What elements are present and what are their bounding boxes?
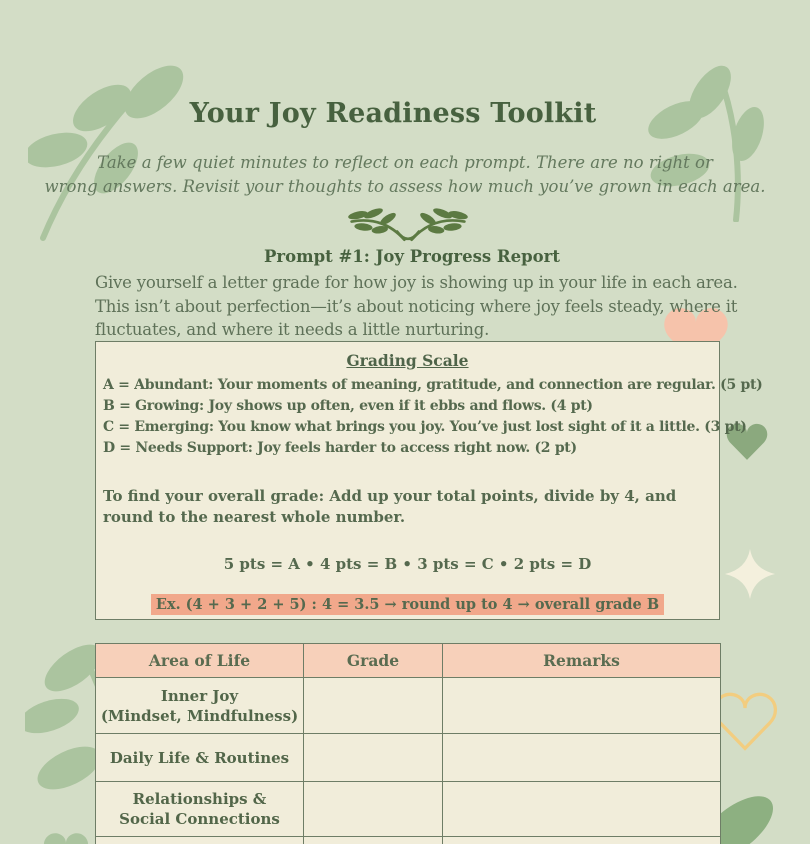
area-cell-inner-joy [96,678,304,734]
grading-scale-line-c: C = Emerging: You know what brings you joy. You’ve just lost sight of it a little. (3 pt) [103,419,747,435]
grading-scale-line-d: D = Needs Support: Joy feels harder to access right now. (2 pt) [103,440,577,456]
header-area-of-life: Area of Life [96,644,304,678]
table-row [96,734,721,782]
remarks-cell[interactable] [443,837,721,844]
table-header-row [96,644,721,678]
area-line-1: Inner Joy [160,686,239,705]
table-row [96,837,721,844]
remarks-cell[interactable] [443,734,721,782]
area-line-1: Daily Life & Routines [109,748,290,767]
area-line-1: Relationships & [132,790,267,808]
grading-scale-line-b: B = Growing: Joy shows up often, even if it ebbs and flows. (4 pt) [103,398,593,414]
table-row [96,678,721,734]
area-cell-daily-life [96,734,304,782]
grade-cell[interactable] [304,782,443,837]
area-cell-relationships [96,782,304,837]
prompt-body-line-1: Give yourself a letter grade for how joy is showing up in your life in each area. [95,273,738,292]
subtitle-line-1: Take a few quiet minutes to reflect on each prompt. There are no right or [97,153,713,172]
prompt-body-line-3: fluctuates, and where it needs a little nurturing. [95,320,490,339]
remarks-cell[interactable] [443,678,721,734]
prompt-heading: Prompt #1: Joy Progress Report [264,247,560,266]
area-cell-partial [96,837,304,844]
grading-instructions: To find your overall grade: Add up your total points, divide by 4, and round to the nearest whole number. [103,487,677,526]
remarks-cell[interactable] [443,782,721,837]
prompt-body [95,271,755,342]
header-remarks: Remarks [443,644,721,678]
subtitle-line-2: wrong answers. Revisit your thoughts to assess how much you’ve grown in each area. [44,177,766,196]
grade-cell[interactable] [304,734,443,782]
prompt-body-line-2: This isn’t about perfection—it’s about noticing where joy feels steady, where it [95,296,738,316]
header-grade: Grade [304,644,443,678]
page-subtitle [0,151,810,199]
area-line-2: (Mindset, Mindfulness) [100,706,299,725]
points-key: 5 pts = A • 4 pts = B • 3 pts = C • 2 pts = D [223,555,592,573]
grade-cell[interactable] [304,678,443,734]
grade-cell[interactable] [304,837,443,844]
joy-progress-table [95,643,721,844]
laurel-divider-icon [338,207,478,247]
area-line-2: Social Connections [119,810,280,828]
example-line [103,596,712,613]
grading-scale-panel [95,341,763,620]
table-row [96,782,721,837]
grading-scale-line-a: A = Abundant: Your moments of meaning, gratitude, and connection are regular. (5 pt) [103,377,763,393]
grading-scale-title: Grading Scale [346,351,469,370]
page-title: Your Joy Readiness Toolkit [189,98,597,129]
example-highlight: Ex. (4 + 3 + 2 + 5) : 4 = 3.5 → round up to 4 → overall grade B [151,594,664,615]
